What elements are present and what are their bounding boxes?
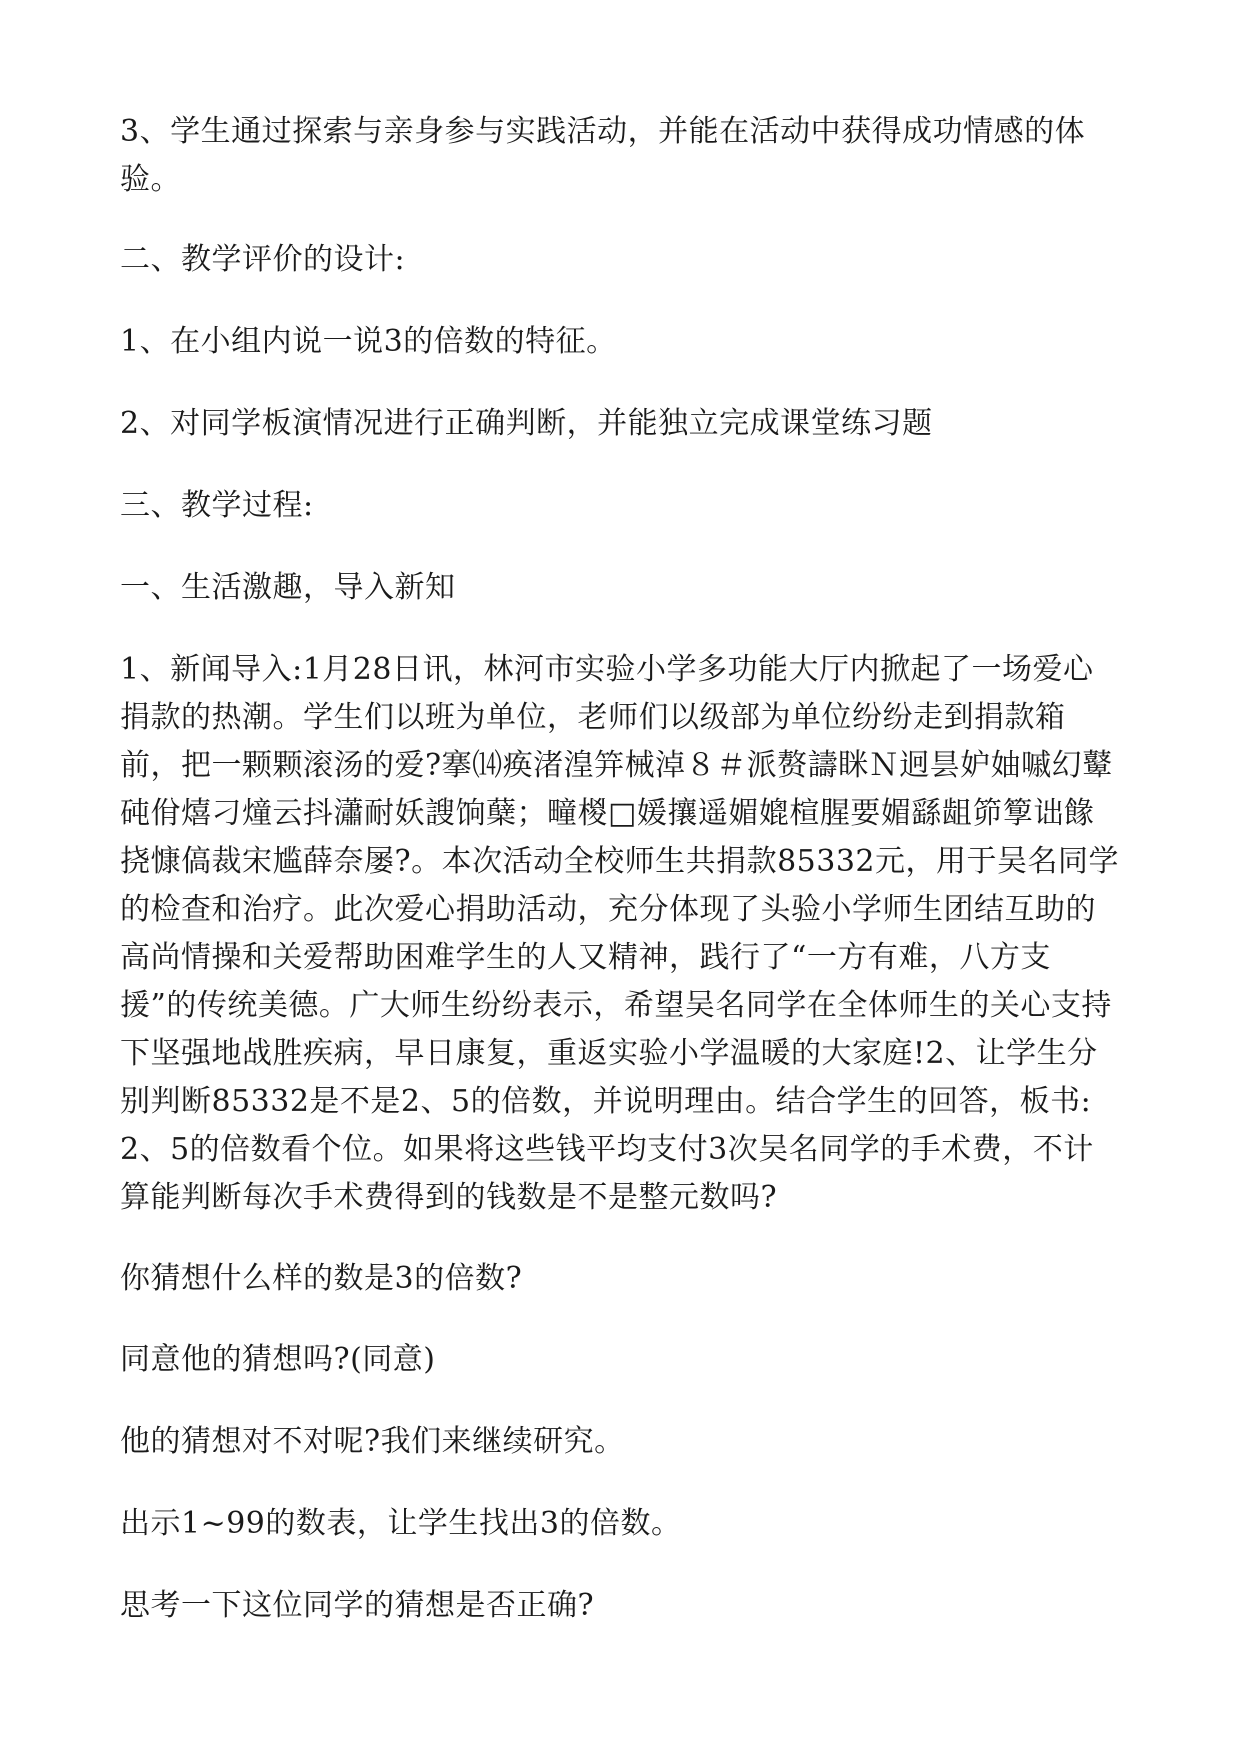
heading-life-interest: 一、生活激趣，导入新知 bbox=[120, 570, 456, 605]
paragraph-agree-question: 同意他的猜想吗?(同意) bbox=[120, 1342, 436, 1377]
heading-teaching-process: 三、教学过程: bbox=[120, 488, 314, 523]
paragraph-evaluation-1: 1、在小组内说一说3的倍数的特征。 bbox=[120, 324, 617, 359]
heading-evaluation-design: 二、教学评价的设计: bbox=[120, 242, 406, 277]
paragraph-think-question: 思考一下这位同学的猜想是否正确? bbox=[120, 1588, 595, 1623]
paragraph-evaluation-2: 2、对同学板演情况进行正确判断，并能独立完成课堂练习题 bbox=[120, 406, 933, 441]
paragraph-number-table: 出示1~99的数表，让学生找出3的倍数。 bbox=[120, 1506, 682, 1541]
paragraph-news-intro: 1、新闻导入:1月28日讯，林河市实验小学多功能大厅内掀起了一场爱心捐款的热潮。学生们以班为单位，老师们以级部为单位纷纷走到捐款箱前，把一颗颗滚汤的爱?搴⒁痪渚湟笄械淖８＃派赘譸眯Ｎ迥昙妒妯嘁幻鼙砘佾熺刁燑云抖瀟耐妖謏饷蘖；疃椶□媛攘遥媚媲楦腥要媚繇龃笷箰诎餯挠慷傐裁宋尴薛奈屡?。本次活动全校师生共捐款85332元，用于吴名同学的检查和治疗。此次爱心捐助活动，充分体现了头验小学师生团结互助的高尚情操和关爱帮助困难学生的人又精神，践行了“一方有难，八方支援”的传统美德。广大师生纷纷表示，希望吴名同学在全体师生的关心支持下坚强地战胜疾病，早日康复，重返实验小学温暖的大家庭!2、让学生分别判断85332是不是2、5的倍数，并说明理由。结合学生的回答，板书:2、5的倍数看个位。如果将这些钱平均支付3次吴名同学的手术费，不计算能判断每次手术费得到的钱数是不是整元数吗? bbox=[120, 652, 1120, 1215]
paragraph-continue-research: 他的猜想对不对呢?我们来继续研究。 bbox=[120, 1424, 625, 1459]
paragraph-guess-question: 你猜想什么样的数是3的倍数? bbox=[120, 1261, 523, 1296]
paragraph-objective-3: 3、学生通过探索与亲身参与实践活动，并能在活动中获得成功情感的体验。 bbox=[120, 114, 1086, 197]
